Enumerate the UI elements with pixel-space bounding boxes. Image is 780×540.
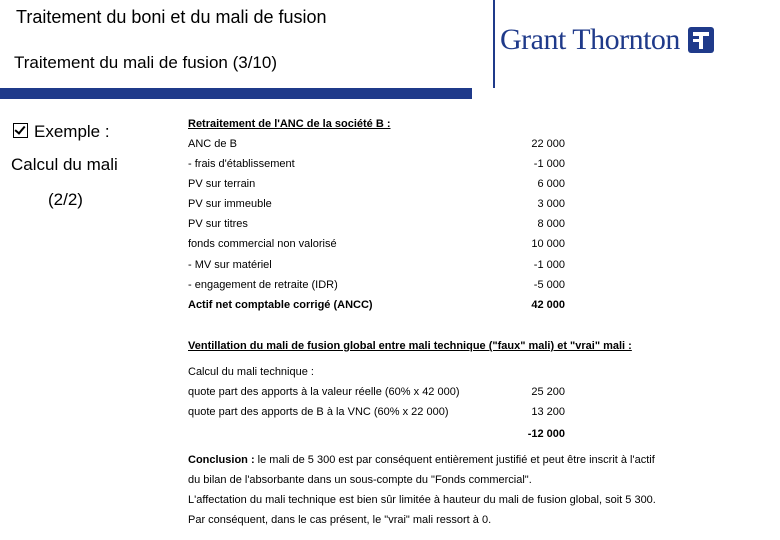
checkbox-icon (13, 123, 28, 138)
row-label: - engagement de retraite (IDR) (188, 279, 338, 291)
row-value: 22 000 (531, 138, 565, 150)
page-title: Traitement du boni et du mali de fusion (16, 7, 327, 27)
conclusion-line: Par conséquent, dans le cas présent, le "vrai" mali ressort à 0. (188, 514, 492, 526)
row-value: 13 200 (531, 406, 565, 418)
conclusion-text: le mali de 5 300 est par conséquent entièrement justifié et peut être inscrit à l'actif (254, 454, 655, 466)
logo-text: Grant Thornton (500, 23, 680, 56)
row-label: PV sur titres (188, 218, 248, 230)
row-value: -5 000 (533, 279, 565, 291)
row-value: 10 000 (531, 238, 565, 250)
conclusion-line: L'affectation du mali technique est bien sûr limitée à hauteur du mali de fusion global, soit 5 300. (188, 494, 656, 506)
row-label: ANC de B (188, 138, 237, 150)
retraitement-heading: Retraitement de l'ANC de la société B : (188, 118, 391, 130)
row-value: 3 000 (537, 198, 565, 210)
ventilation-heading: Ventillation du mali de fusion global entre mali technique ("faux" mali) et "vrai" mali : (188, 340, 632, 352)
row-value: 8 000 (537, 218, 565, 230)
header-bar (0, 88, 472, 99)
row-value: 25 200 (531, 386, 565, 398)
row-label: - MV sur matériel (188, 259, 272, 271)
calc-label: Calcul du mali (11, 155, 118, 174)
total-value: 42 000 (531, 299, 565, 311)
row-label: fonds commercial non valorisé (188, 238, 337, 250)
conclusion-line: du bilan de l'absorbante dans un sous-compte du "Fonds commercial". (188, 474, 532, 486)
row-label: quote part des apports à la valeur réelle (60% x 42 000) (188, 386, 460, 398)
conclusion-line (188, 454, 655, 466)
header-divider (493, 0, 495, 88)
brand-logo (500, 22, 714, 58)
row-label: PV sur immeuble (188, 198, 272, 210)
example-label: Exemple : (34, 122, 110, 141)
page-subtitle: Traitement du mali de fusion (3/10) (14, 53, 277, 72)
logo-mark-icon (688, 27, 714, 53)
example-item (13, 122, 110, 142)
row-value: -1 000 (533, 259, 565, 271)
page-indicator: (2/2) (48, 190, 83, 209)
row-value: -1 000 (533, 158, 565, 170)
conclusion-label: Conclusion : (188, 454, 255, 466)
row-label: PV sur terrain (188, 178, 256, 190)
total-label: Actif net comptable corrigé (ANCC) (188, 299, 373, 311)
calc-heading: Calcul du mali technique : (188, 366, 314, 378)
row-value: 6 000 (537, 178, 565, 190)
row-label: - frais d'établissement (188, 158, 295, 170)
row-label: quote part des apports de B à la VNC (60% x 22 000) (188, 406, 449, 418)
result-value: -12 000 (527, 428, 565, 440)
